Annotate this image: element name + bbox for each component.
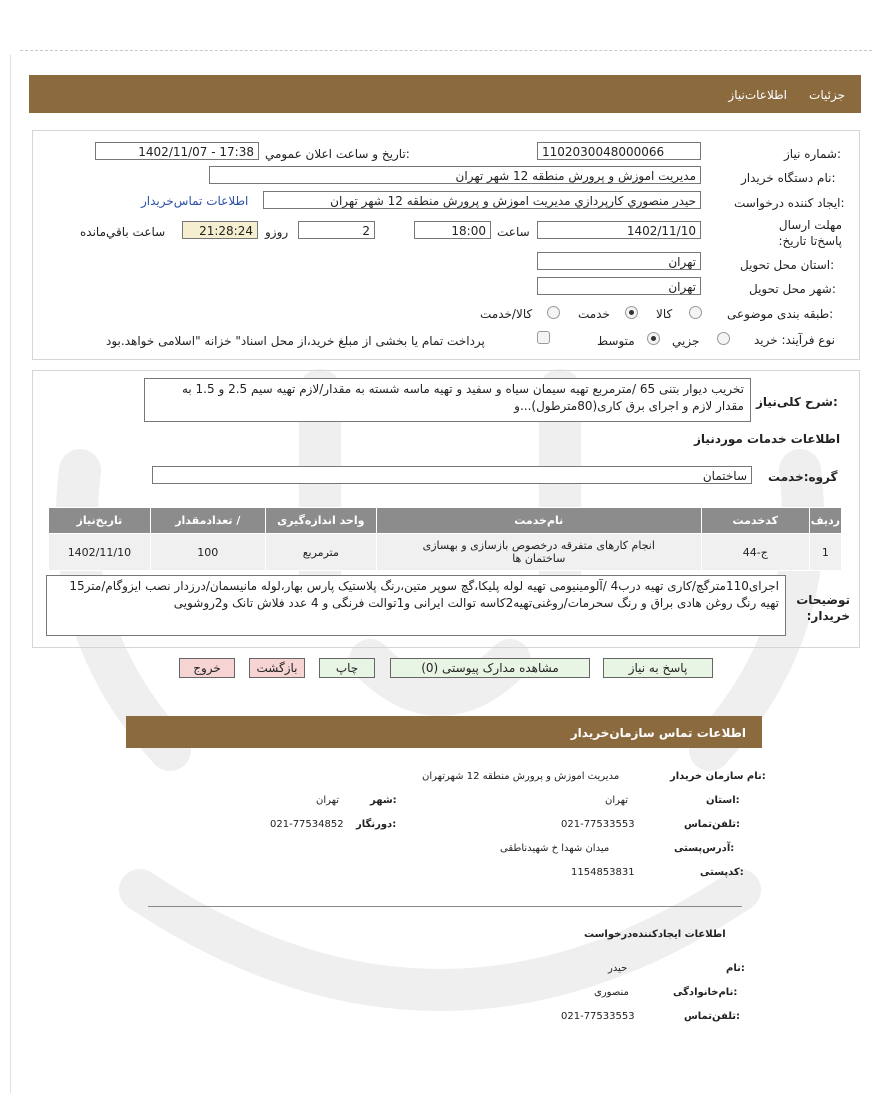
need-info-panel [32, 130, 860, 360]
top-divider [20, 50, 872, 51]
org-label: نام سازمان خریدار: [670, 771, 766, 782]
tab-details[interactable]: جزئیات [809, 88, 845, 102]
col-need-date: تاریخ‌نیاز [49, 508, 151, 534]
cell-service-name: انجام کارهای متفرقه درخصوص بازسازی و بهسازی ساختمان ها [376, 534, 701, 571]
summary-textbox: تخریب دیوار بتنی 65 /مترمربع تهیه سیمان سیاه و سفید و تهیه ماسه شسته به مقدار/لازم تهیه سیم 2.5 و 1.5 به مقدار لازم و اجرای برق کاری(80مترطول)...و [144, 378, 751, 422]
hour-label: ساعت [497, 225, 530, 239]
postal-label: کدپستی: [700, 867, 744, 878]
cell-need-date: 1402/11/10 [49, 534, 151, 571]
tab-need-info[interactable]: اطلاعات‌نیاز [728, 88, 787, 102]
process-option-minor: جزیي [672, 334, 700, 348]
need-number-label: شماره نیاز: [784, 147, 842, 161]
name-value: حیدر [608, 963, 628, 974]
creator-label: ايجاد کننده درخواست: [734, 196, 845, 210]
announce-field: 1402/11/07 - 17:38 [95, 142, 259, 160]
col-unit: واحد اندازه‌گیری [265, 508, 376, 534]
deadline-date-field: 1402/11/10 [537, 221, 701, 239]
services-table [48, 507, 842, 571]
process-option-medium: متوسط [597, 334, 635, 348]
category-option-goods-service: کالا/خدمت [480, 307, 533, 321]
print-button[interactable]: چاپ [319, 658, 375, 678]
buyer-label: نام دستگاه خریدار: [741, 171, 836, 185]
fax-value: 021-77534852 [270, 819, 344, 830]
process-radio-medium[interactable] [647, 332, 660, 345]
city-label: شهر محل تحویل: [749, 282, 836, 296]
address-label: آدرس‌پستی: [674, 843, 735, 854]
category-option-service: خدمت [578, 307, 610, 321]
col-quantity: / تعدادمقدار [150, 508, 265, 534]
creator-info-title: اطلاعات ایجادکننده‌درخواست [584, 929, 726, 940]
family-value: منصوری [594, 987, 629, 998]
cell-unit: مترمربع [265, 534, 376, 571]
table-row [49, 534, 842, 571]
category-label: طبقه بندی موضوعی: [727, 307, 834, 321]
name-label: نام: [726, 963, 745, 974]
buyer-field: مديريت اموزش و پرورش منطقه 12 شهر تهران [209, 166, 701, 184]
buyer-notes-label: توضیحات خریدار: [796, 593, 850, 623]
category-radio-service[interactable] [625, 306, 638, 319]
page-header [29, 75, 861, 113]
province-label: استان محل تحویل: [740, 258, 835, 272]
buyer-notes-textbox: اجرای110مترگچ/کاری تهیه درب4 /آلومینیومی تهیه لوله پلیکا،گچ سوپر متین،رنگ پلاستیک پارس بهار،لوله مانیسمان/درزدار نصب ایزوگام/متر15 تهیه رنگ روغن هادی براق و رنگ سحرمات/روغنی‌تهیه2کاسه توالت ایرانی و1توالت فرنگی و 4 عدد فلاش تانک و2روشویی [46, 575, 786, 636]
attachments-button[interactable]: مشاهده مدارک پیوستی (0) [390, 658, 590, 678]
creator-phone-value: 021-77533553 [561, 1011, 635, 1022]
fax-label: دورنگار: [356, 819, 397, 830]
announce-label: تاریخ و ساعت اعلان عمومي: [265, 147, 410, 161]
deadline-label: مهلت ارسال پاسخ‌تا تاریخ: [778, 218, 842, 248]
col-row: ردیف [809, 508, 841, 534]
remaining-time-field: 21:28:24 [182, 221, 258, 239]
city-label-contact: شهر: [370, 795, 397, 806]
phone-value: 021-77533553 [561, 819, 635, 830]
summary-label: شرح کلی‌نیاز: [756, 395, 838, 409]
province-label-contact: استان: [706, 795, 740, 806]
col-service-code: کدخدمت [701, 508, 809, 534]
buyer-contact-link[interactable]: اطلاعات تماس‌خریدار [141, 194, 249, 208]
reply-button[interactable]: پاسخ به نیاز [603, 658, 713, 678]
contact-header [126, 716, 762, 748]
cell-row: 1 [809, 534, 841, 571]
cell-quantity: 100 [150, 534, 265, 571]
left-border [10, 55, 11, 1093]
service-group-label: گروه:خدمت [768, 470, 838, 484]
org-value: مديريت اموزش و پرورش منطقه 12 شهرتهران [422, 771, 620, 782]
service-group-field: ساختمان [152, 466, 752, 484]
days-label: روزو [265, 225, 289, 239]
address-value: میدان شهدا خ شهیدناطقی [500, 843, 610, 854]
creator-field: حيدر منصوري كارپردازي مديريت اموزش و پرورش منطقه 12 شهر تهران [263, 191, 701, 209]
phone-label: تلفن‌تماس: [684, 819, 741, 830]
treasury-payment-label: پرداخت تمام یا بخشی از مبلغ خرید،از محل اسناد" خزانه "اسلامی خواهد.بود [106, 334, 485, 348]
creator-phone-label: تلفن‌تماس: [684, 1011, 741, 1022]
exit-button[interactable]: خروج [179, 658, 235, 678]
contact-divider [148, 906, 742, 907]
process-radio-minor[interactable] [717, 332, 730, 345]
services-title: اطلاعات خدمات موردنیاز [694, 432, 841, 446]
table-header-row [49, 508, 842, 534]
category-radio-goods[interactable] [689, 306, 702, 319]
postal-value: 1154853831 [571, 867, 635, 878]
city-field: تهران [537, 277, 701, 295]
province-value-contact: تهران [605, 795, 629, 806]
city-value-contact: تهران [316, 795, 340, 806]
back-button[interactable]: بازگشت [249, 658, 305, 678]
cell-service-code: ج-44 [701, 534, 809, 571]
contact-title: اطلاعات تماس سازمان‌خریدار [570, 726, 746, 740]
family-label: نام‌خانوادگی: [673, 987, 738, 998]
category-option-goods: کالا [656, 307, 673, 321]
col-service-name: نام‌خدمت [376, 508, 701, 534]
category-radio-goods-service[interactable] [547, 306, 560, 319]
days-field: 2 [298, 221, 375, 239]
process-label: نوع فرآیند: خرید [754, 333, 835, 347]
remaining-label: ساعت باقي‌مانده [80, 225, 166, 239]
deadline-time-field: 18:00 [414, 221, 491, 239]
need-number-field: 1102030048000066 [537, 142, 701, 160]
province-field: تهران [537, 252, 701, 270]
treasury-payment-checkbox[interactable] [537, 331, 550, 344]
